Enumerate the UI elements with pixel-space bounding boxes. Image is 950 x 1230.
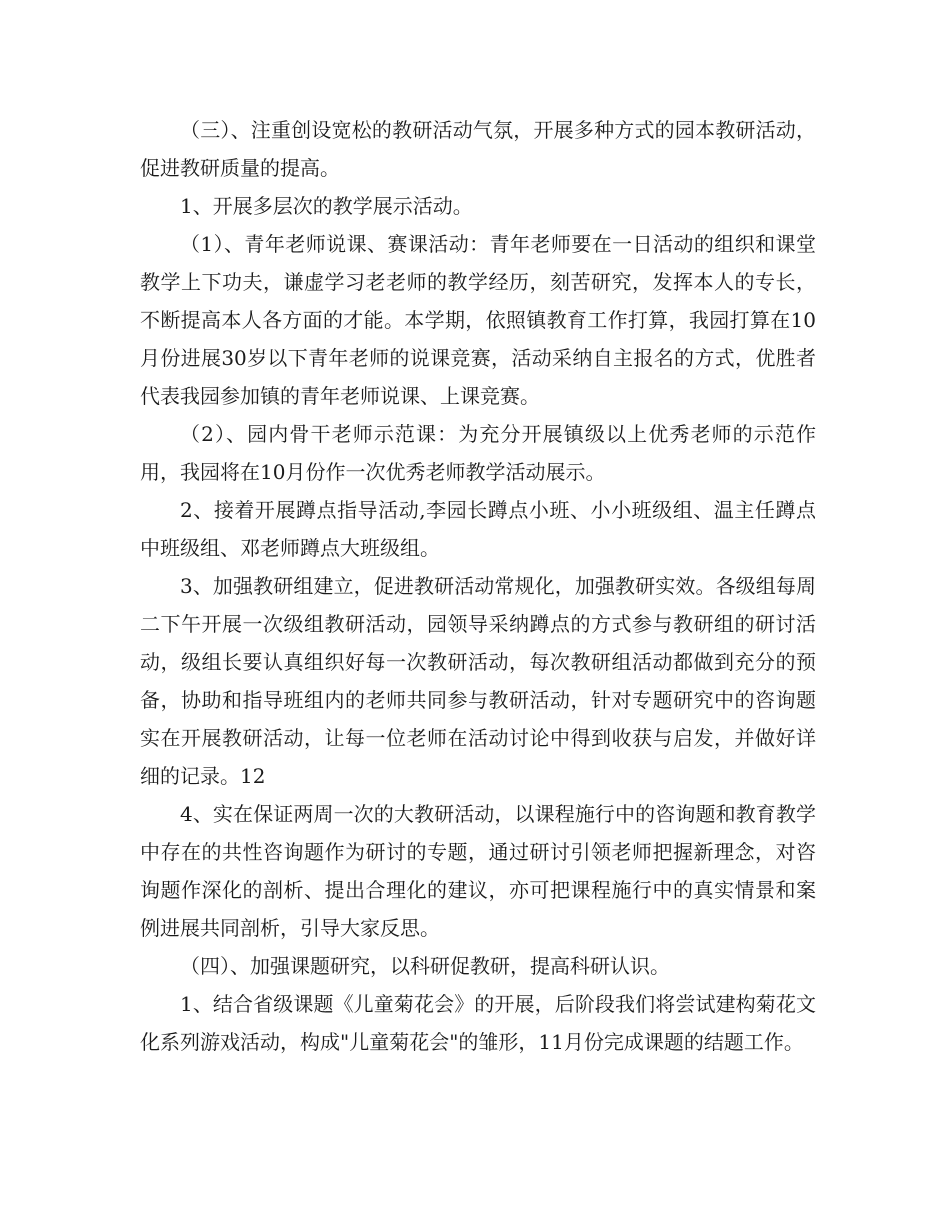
item-1-heading: 1、开展多层次的教学展示活动。 <box>180 194 473 218</box>
section-heading-3: （三）、注重创设宽松的教研活动气氛，开展多种方式的园本教研活动，促进教研质量的提高。 <box>140 118 816 180</box>
item-1-2-paragraph: （2）、园内骨干老师示范课：为充分开展镇级以上优秀老师的示范作用，我园将在10月份作一次优秀老师教学活动展示。 <box>140 422 816 484</box>
item-2-paragraph: 2、接着开展蹲点指导活动,李园长蹲点小班、小小班级组、温主任蹲点中班级组、邓老师蹲点大班级组。 <box>140 498 816 560</box>
section-heading-4: （四）、加强课题研究，以科研促教研，提高科研认识。 <box>180 954 670 978</box>
section-4-item-1-paragraph: 1、结合省级课题《儿童菊花会》的开展，后阶段我们将尝试建构菊花文化系列游戏活动，构成"儿童菊花会"的雏形，11月份完成课题的结题工作。 <box>140 992 816 1054</box>
document-page <box>140 111 816 1061</box>
item-1-1-paragraph: （1）、青年老师说课、赛课活动：青年老师要在一日活动的组织和课堂教学上下功夫，谦虚学习老老师的教学经历，刻苦研究，发挥本人的专长，不断提高本人各方面的才能。本学期，依照镇教育工作打算，我园打算在10月份进展30岁以下青年老师的说课竞赛，活动采纳自主报名的方式，优胜者代表我园参加镇的青年老师说课、上课竞赛。 <box>140 232 816 408</box>
item-4-paragraph: 4、实在保证两周一次的大教研活动，以课程施行中的咨询题和教育教学中存在的共性咨询题作为研讨的专题，通过研讨引领老师把握新理念，对咨询题作深化的剖析、提出合理化的建议，亦可把课程施行中的真实情景和案例进展共同剖析，引导大家反思。 <box>140 802 816 940</box>
item-3-paragraph: 3、加强教研组建立，促进教研活动常规化，加强教研实效。各级组每周二下午开展一次级组教研活动，园领导采纳蹲点的方式参与教研组的研讨活动，级组长要认真组织好每一次教研活动，每次教研组活动都做到充分的预备，协助和指导班组内的老师共同参与教研活动，针对专题研究中的咨询题实在开展教研活动，让每一位老师在活动讨论中得到收获与启发，并做好详细的记录。12 <box>140 574 816 788</box>
